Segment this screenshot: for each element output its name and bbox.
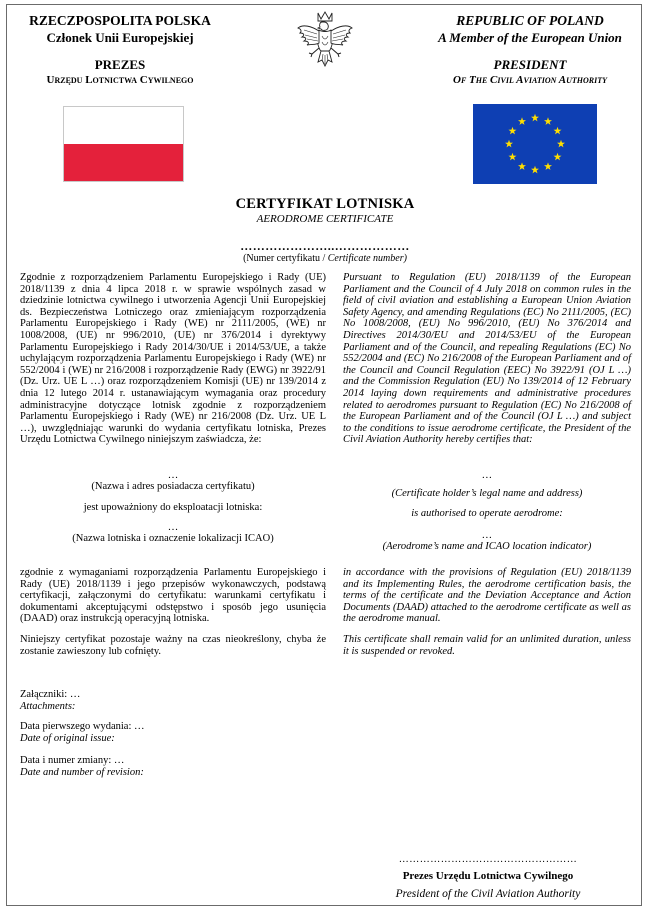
poland-flag-white-stripe	[64, 107, 183, 144]
original-issue-label-pl: Data pierwszego wydania: …	[20, 721, 145, 732]
attachments-field	[20, 689, 80, 713]
president-en: PRESIDENT	[493, 57, 567, 72]
authority-pl: Urzędu Lotnictwa Cywilnego	[46, 74, 194, 86]
signature-block	[380, 855, 596, 902]
attachments-label-en: Attachments:	[20, 701, 76, 712]
country-name-en: REPUBLIC OF POLAND	[456, 13, 604, 28]
revision-field	[20, 755, 144, 779]
conditions-en: in accordance with the provisions of Regulation (EU) 2018/1139 and its Implementing Rules, the aerodrome certification basis, the terms of the certificate and the Deviation Acceptance and Action Documents (DAAD) attached to the aerodrome certificate as well as the aerodrome manual.	[343, 567, 631, 625]
aerodrome-label-pl: (Nazwa lotniska i oznaczenie lokalizacji ICAO)	[72, 533, 274, 544]
signature-line: ……………………………………………	[398, 854, 578, 865]
authorised-en: is authorised to operate aerodrome:	[411, 508, 563, 519]
certificate-title: CERTYFIKAT LOTNISKA	[235, 196, 415, 212]
validity-pl: Niniejszy certyfikat pozostaje ważny na czas nieokreślony, chyba że zostanie zawieszony lub cofnięty.	[20, 634, 326, 657]
certificate-title-block	[150, 196, 500, 266]
aerodrome-field-en: …	[482, 530, 492, 541]
signature-title-en: President of the Civil Aviation Authority	[395, 888, 581, 900]
intro-en: Pursuant to Regulation (EU) 2018/1139 of the European Parliament and the Council of 4 July 2018 on common rules in the field of civil aviation and establishing a European Union Aviation Safety Agency, and amending Regulations (EC) No 2111/2005, (EC) No 1008/2008, (EU) No 996/2010, (EU) No 376/2014 and Directives 2014/30/EU and 2014/53/EU of the European Parliament and of the Council, and repealing Regulations (EC) No 552/2004 and (EC) No 216/2008 of the European Parliament and of the Council and Council Regulation (EEC) No 3922/91 (OJ L …) and the Commission Regulation (EU) No 139/2014 of 12 February 2014 laying down requirements and administrative procedures related to aerodromes pursuant to Regulation (EC) No 216/2008 of the European Parliament and of the Council (OJ L …) and subject to the conditions to issue aerodrome certificate, the President of the Civil Aviation Authority hereby certifies that:	[343, 272, 631, 446]
validity-en: This certificate shall remain valid for an unlimited duration, unless it is suspended or revoked.	[343, 634, 631, 657]
certificate-number-label-en: Certificate number)	[327, 253, 407, 264]
intro-pl: Zgodnie z rozporządzeniem Parlamentu Europejskiego i Rady (UE) 2018/1139 z dnia 4 lipca 2018 r. w sprawie wspólnych zasad w dziedzinie lotnictwa cywilnego i utworzenia Agencji Unii Europejskiej ds. Bezpieczeństwa Lotniczego oraz zmieniającym rozporządzenia Parlamentu Europejskiego i Rady (WE) nr 2111/2005, (WE) nr 1008/2008, (UE) nr 996/2010, (UE) nr 376/2014 i dyrektywy Parlamentu Europejskiego i Rady 2014/30/UE i 2014/53/UE, a także uchylającym rozporządzenia Parlamentu Europejskiego i Rady (WE) nr 552/2004 i (WE) nr 216/2008 i rozporządzenie Rady (EWG) nr 3922/91 (Dz. Urz. UE L …) oraz rozporządzeniem Komisji (UE) nr 139/2014 z dnia 12 lutego 2014 r. ustanawiającym wymagania oraz procedury administracyjne dotyczące lotnisk zgodnie z rozporządzeniem Parlamentu Europejskiego i Rady (WE) nr 216/2008 (Dz. Urz. UE L …), uwzględniając warunki do wydania certyfikatu lotniska, Prezes Urzędu Lotnictwa Cywilnego niniejszym zaświadcza, że:	[20, 272, 326, 446]
holder-label-pl: (Nazwa i adres posiadacza certyfikatu)	[91, 481, 255, 492]
eu-flag-icon	[473, 104, 597, 184]
poland-flag-red-stripe	[64, 144, 183, 181]
attachments-label-pl: Załączniki: …	[20, 689, 81, 700]
revision-label-en: Date and number of revision:	[20, 767, 144, 778]
aerodrome-label-en: (Aerodrome’s name and ICAO location indicator)	[382, 541, 592, 552]
polish-eagle-emblem-icon	[296, 10, 354, 72]
holder-label-en: (Certificate holder’s legal name and address)	[391, 488, 583, 499]
authorised-pl: jest upoważniony do eksploatacji lotniska:	[83, 502, 263, 513]
header-english	[420, 12, 640, 88]
original-issue-label-en: Date of original issue:	[20, 733, 115, 744]
certificate-number-field: …………………..………………	[240, 239, 410, 253]
eu-member-pl: Członek Unii Europejskiej	[46, 30, 194, 45]
president-pl: PREZES	[94, 57, 146, 72]
poland-flag-icon	[63, 106, 184, 182]
signature-title-pl: Prezes Urzędu Lotnictwa Cywilnego	[402, 870, 574, 882]
original-issue-field	[20, 721, 145, 745]
certificate-number-label-pl: (Numer certyfikatu /	[243, 253, 328, 264]
revision-label-pl: Data i numer zmiany: …	[20, 755, 125, 766]
authority-en: Of The Civil Aviation Authority	[453, 74, 607, 86]
holder-field-en: …	[482, 470, 492, 481]
header-polish	[10, 12, 230, 88]
certificate-number-label	[150, 252, 500, 266]
aerodrome-field-pl: …	[167, 522, 179, 533]
eu-member-en: A Member of the European Union	[438, 30, 622, 45]
holder-field-pl: …	[167, 470, 179, 481]
conditions-pl: zgodnie z wymaganiami rozporządzenia Parlamentu Europejskiego i Rady (UE) 2018/1139 i jego przepisów wykonawczych, podstawą certyfikacji, załączonymi do certyfikatu: warunkami certyfikatu i dokumentami akceptującymi odstępstwo i sposób jego usunięcia (DAAD) oraz instrukcją operacyjną lotniska.	[20, 567, 326, 625]
country-name-pl: RZECZPOSPOLITA POLSKA	[29, 13, 211, 28]
certificate-subtitle: AERODROME CERTIFICATE	[256, 213, 394, 225]
